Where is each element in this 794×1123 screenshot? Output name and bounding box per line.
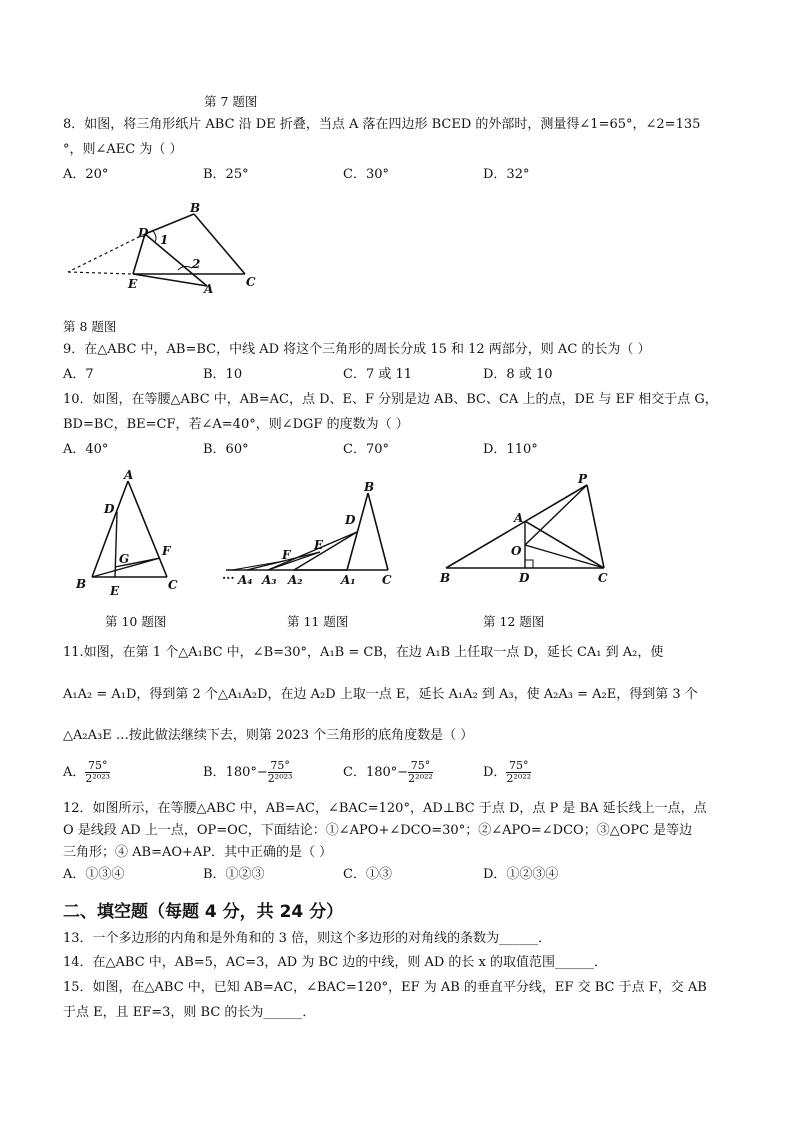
q11-option-d: D． $\frac{75^\circ}{\text{2²⁰²²}}$ <box>483 759 532 785</box>
q10-option-b: B．60° <box>203 442 249 457</box>
q11-option-c: C．180°− $\frac{75^\circ}{\text{2²⁰²²}}$ <box>343 759 433 785</box>
q8-option-b: B．25° <box>203 167 249 182</box>
fig12-label-a: A <box>514 511 524 525</box>
fig11-label-a4: A₄ <box>238 573 253 587</box>
q9-option-b: B．10 <box>203 367 243 382</box>
fig10-label-f: F <box>162 544 171 558</box>
fig8-label-c: C <box>246 275 256 289</box>
fig12-label-o: O <box>511 544 522 558</box>
fig8-label-2: 2 <box>192 257 201 271</box>
fig10-caption: 第 10 题图 <box>105 614 167 629</box>
q9-option-c: C．7 或 11 <box>343 367 413 382</box>
fig8-label-1: 1 <box>160 233 169 247</box>
fig11-label-c: C <box>382 573 392 587</box>
q12-option-b: B．①②③ <box>203 867 265 882</box>
fig11-label-f: F <box>282 548 291 562</box>
fig11-label-e: E <box>314 538 324 552</box>
fig10-label-g: G <box>119 552 130 566</box>
q9-option-a: A．7 <box>63 367 94 382</box>
q15-line2: 于点 E，且 EF=3，则 BC 的长为______． <box>63 1005 316 1020</box>
q11-option-a: A． $\frac{75^\circ}{\text{2²⁰²³}}$ <box>63 759 111 785</box>
q8-option-a: A．20° <box>63 167 109 182</box>
fig10-label-c: C <box>168 578 178 592</box>
fig11-label-d: D <box>345 513 356 527</box>
fig12-caption: 第 12 题图 <box>483 614 545 629</box>
q11-line3: △A₂A₃E …按此做法继续下去，则第 2023 个三角形的底角度数是（ ） <box>63 728 474 743</box>
fig8-label-e: E <box>128 277 138 291</box>
fig7-caption: 第 7 题图 <box>204 94 258 109</box>
q10-line2: BD=BC，BE=CF，若∠A=40°，则∠DGF 的度数为（ ） <box>63 417 409 432</box>
q12-option-c: C．①③ <box>343 867 392 882</box>
q9-text: 9．在△ABC 中，AB=BC，中线 AD 将这个三角形的周长分成 15 和 12 两部分，则 AC 的长为（ ） <box>63 342 651 357</box>
fig10-label-a: A <box>124 468 134 482</box>
q10-line1: 10．如图，在等腰△ABC 中，AB=AC，点 D、E、F 分别是边 AB、BC、CA 上的点，DE 与 EF 相交于点 G， <box>63 392 718 407</box>
q11-option-b: B．180°− $\frac{75^\circ}{\text{2²⁰²³}}$ <box>203 759 293 785</box>
fig11-caption: 第 11 题图 <box>287 614 349 629</box>
q12-line1: 12．如图所示，在等腰△ABC 中，AB=AC，∠BAC=120°，AD⊥BC 于点 D，点 P 是 BA 延长线上一点，点 <box>63 801 707 816</box>
q10-option-a: A．40° <box>63 442 109 457</box>
q9-option-d: D．8 或 10 <box>483 367 553 382</box>
section-heading: 二、填空题（每题 4 分，共 24 分） <box>63 902 344 922</box>
q8-line1: 8．如图，将三角形纸片 ABC 沿 DE 折叠，当点 A 落在四边形 BCED 的外部时，测量得∠1=65°，∠2=135 <box>63 117 701 132</box>
q10-option-c: C．70° <box>343 442 389 457</box>
q8-option-c: C．30° <box>343 167 389 182</box>
q11-line2: A₁A₂ = A₁D，得到第 2 个△A₁A₂D，在边 A₂D 上取一点 E，延长 A₁A₂ 到 A₃，使 A₂A₃ = A₂E，得到第 3 个 <box>63 687 698 702</box>
q14-text: 14．在△ABC 中，AB=5，AC=3，AD 为 BC 边的中线，则 AD 的长 x 的取值范围______． <box>63 955 608 970</box>
fig11-label-a3: A₃ <box>262 573 277 587</box>
fig10-label-e: E <box>110 584 120 598</box>
fig8-label-b: B <box>190 201 201 215</box>
q12-option-a: A．①③④ <box>63 867 125 882</box>
q12-option-d: D．①②③④ <box>483 867 559 882</box>
svg-text:···: ··· <box>222 571 235 585</box>
fig10-label-b: B <box>76 577 87 591</box>
q8-option-d: D．32° <box>483 167 530 182</box>
fig8-label-a: A <box>204 282 214 296</box>
fig11-label-a2: A₂ <box>288 573 303 587</box>
fig8-label-d: D <box>138 226 149 240</box>
q13-text: 13．一个多边形的内角和是外角和的 3 倍，则这个多边形的对角线的条数为______． <box>63 931 552 946</box>
q10-option-d: D．110° <box>483 442 538 457</box>
fig12-label-b: B <box>440 571 451 585</box>
q15-line1: 15．如图，在△ABC 中，已知 AB=AC，∠BAC=120°，EF 为 AB 的垂直平分线，EF 交 BC 于点 F，交 AB <box>63 980 707 995</box>
q11-line1: 11.如图，在第 1 个△A₁BC 中，∠B=30°，A₁B = CB，在边 A₁B 上任取一点 D，延长 CA₁ 到 A₂，使 <box>63 645 664 660</box>
q8-line2: °，则∠AEC 为（ ） <box>63 142 183 157</box>
fig8-caption: 第 8 题图 <box>63 319 117 334</box>
q12-line2: O 是线段 AD 上一点，OP=OC，下面结论：①∠APO+∠DCO=30°；②∠APO=∠DCO；③△OPC 是等边 <box>63 823 693 838</box>
fig11-label-b: B <box>364 480 375 494</box>
fig11-label-a1: A₁ <box>341 573 356 587</box>
fig10-label-d: D <box>104 502 115 516</box>
fig12-label-c: C <box>598 571 608 585</box>
q12-line3: 三角形；④ AB=AO+AP．其中正确的是（ ） <box>63 845 333 860</box>
fig12-label-d: D <box>519 571 530 585</box>
fig12-label-p: P <box>578 472 588 486</box>
